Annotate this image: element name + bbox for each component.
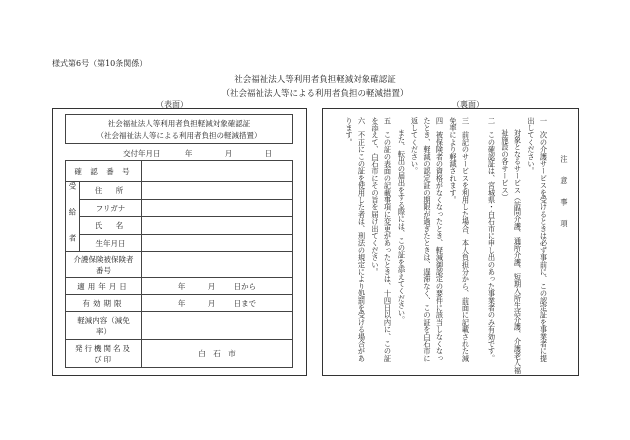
card-title: 社会福祉法人等利用者負担軽減対象確認証 [107, 119, 251, 128]
name-value [142, 217, 293, 235]
document-subtitle: （社会福祉法人等による利用者負担の軽減措置） [221, 89, 409, 99]
back-side-label: （裏面） [452, 100, 484, 109]
start-date-value: 年 月 日から [142, 278, 293, 295]
note-item: 二 この確認証は、宮城県・白石市に申し出のあった事業者のみ有効です。 [487, 117, 497, 362]
document-title: 社会福祉法人等利用者負担軽減対象確認証 [234, 75, 396, 85]
notes-title: 注 意 事 項 [560, 155, 569, 233]
start-date-label: 適用年月日 [66, 278, 142, 295]
note-item: 四 被保険者の資格がなくなったとき、軽減御認定の要件に該当しなくなったとき、軽減の認定証の期限が過ぎたときは、遅滞なく、この証を白石市に返してください。 [410, 117, 445, 362]
front-table [65, 160, 293, 368]
note-item: 六 不正にこの証を使用した者は、刑法の規定により処罰を受ける場合があります。 [345, 117, 367, 362]
recipient-label: 受 給 者 [66, 182, 80, 252]
front-card [52, 108, 307, 376]
note-item: 対象となるサービス（訪問介護、通所介護、短期入所生活介護、介護老人福祉施設の各サービス） [501, 129, 523, 374]
issue-date-day: 日 [264, 149, 273, 158]
note-item: 一 次の介護サービスを受けるときは必ず事前に、この認定証を事業者に提出してください。 [527, 117, 549, 362]
front-side-label: （表面） [156, 100, 188, 109]
name-label: 氏 名 [80, 217, 142, 235]
note-item: 三 前記のサービスを利用した場合、本人負担分から、前面に記載された減免率により軽減されます。 [449, 117, 471, 362]
card-subtitle: （社会福祉法人等による利用者負担の軽減措置） [96, 131, 262, 140]
reduction-value [142, 312, 293, 340]
back-card [322, 108, 579, 376]
address-value [142, 182, 293, 200]
confirm-no-label: 確 認 番 号 [66, 161, 142, 182]
issuer-label: 発行機関名及び印 [66, 340, 142, 368]
issue-date-label: 交付年月日 [123, 149, 161, 158]
insured-no-label: 介護保険被保険者番号 [66, 252, 142, 278]
furigana-label: フリガナ [80, 200, 142, 217]
valid-label: 有効期限 [66, 295, 142, 312]
issuer-value: 白 石 市 [142, 340, 293, 368]
issue-date-month: 月 [224, 149, 233, 158]
birthdate-label: 生年月日 [80, 235, 142, 252]
note-item: 五 この証の表面の記載事項に変更があったときは、十四日以内に、この証を添えて、白石市にその旨を届け出てください。 [371, 117, 393, 362]
valid-value: 年 月 日まで [142, 295, 293, 312]
notes [342, 117, 571, 374]
card-title-box [65, 114, 293, 144]
insured-no-value [142, 252, 293, 278]
issue-date-year: 年 [184, 149, 193, 158]
birthdate-value [142, 235, 293, 252]
reduction-label: 軽減内容（減免率） [66, 312, 142, 340]
furigana-value [142, 200, 293, 217]
confirm-no-value [142, 161, 293, 182]
form-number: 様式第6号（第10条関係） [52, 59, 148, 68]
note-item: また、転出の届出をする際には、この証を添えてください。 [397, 129, 407, 324]
address-label: 住 所 [80, 182, 142, 200]
issue-date [123, 148, 288, 159]
